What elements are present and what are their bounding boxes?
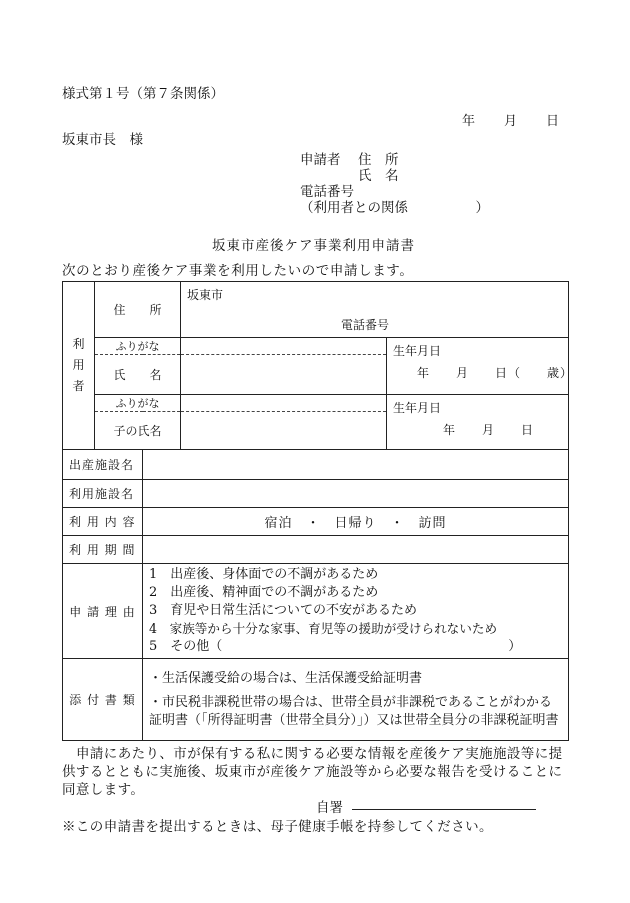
address-label: 住 所 [95,282,181,338]
furigana-field[interactable] [181,338,387,355]
applicant-phone-label: 電話番号 [300,184,354,200]
intro-text: 次のとおり産後ケア事業を利用したいので申請します。 [62,263,414,279]
applicant-role-label: 申請者 [300,152,341,168]
attachment-item-2: ・市民税非課税世帯の場合は、世帯全員が非課税であることがわかる証明書（「所得証明書（世帯全員分）」）又は世帯全員分の非課税証明書 [149,694,559,728]
child-furigana-label: ふりがな [95,395,181,412]
attachment-label: 添 付 書 類 [63,659,143,741]
use-period-label: 利 用 期 間 [63,536,143,564]
address-city-prefill: 坂東市 [187,288,224,302]
child-date-line: 年 月 日 [443,423,535,437]
applicant-address-label: 住 所 [358,152,399,168]
reason-item-3[interactable]: 3 育児や日常生活についての不安があるため [149,603,418,618]
application-table [62,281,574,741]
signature-label: 自署 [316,800,343,816]
user-section-label: 利 用 者 [63,282,95,450]
user-age-line: 年 月 日（ 歳） [417,366,574,380]
child-name-label: 子の氏名 [95,412,181,450]
child-birthdate-label: 生年月日 [393,401,442,415]
user-birthdate-cell[interactable] [387,338,574,395]
furigana-label: ふりがな [95,338,181,355]
signature-line[interactable] [352,809,536,810]
use-period-field[interactable] [143,536,569,564]
name-label: 氏 名 [95,355,181,395]
attachment-list [143,659,569,741]
reason-label: 申 請 理 由 [63,564,143,659]
use-facility-field[interactable] [143,480,569,508]
use-content-label: 利 用 内 容 [63,508,143,536]
attachment-item-1: ・生活保護受給の場合は、生活保護受給証明書 [149,670,423,686]
form-number: 様式第１号（第７条関係） [62,86,224,102]
note-text: ※この申請書を提出するときは、母子健康手帳を持参してください。 [62,819,493,835]
reason-item-4[interactable]: 4 家族等から十分な家事、育児等の援助が受けられないため [149,621,498,636]
date-line: 年 月 日 [462,114,561,129]
document-title: 坂東市産後ケア事業利用申請書 [212,238,415,254]
address-field[interactable] [181,282,569,338]
reason-item-5[interactable]: 5 その他（ ） [149,639,522,654]
child-furigana-field[interactable] [181,395,387,412]
consent-text: 申請にあたり、市が保有する私に関する必要な情報を産後ケア実施施設等に提供するとともに実施後、坂東市が産後ケア施設等から必要な報告を受けることに同意します。 [62,746,563,798]
birth-facility-field[interactable] [143,450,569,480]
applicant-name-label: 氏 名 [358,168,399,184]
address-phone-label: 電話番号 [341,318,390,332]
child-name-field[interactable] [181,412,387,450]
user-birthdate-label: 生年月日 [393,344,442,358]
applicant-relation-label: （利用者との関係 ） [300,200,489,216]
name-field[interactable] [181,355,387,395]
reason-item-2[interactable]: 2 出産後、精神面での不調があるため [149,585,379,600]
reason-item-1[interactable]: 1 出産後、身体面での不調があるため [149,567,379,582]
addressee: 坂東市長 様 [62,132,143,148]
reason-list [143,564,569,659]
birth-facility-label: 出産施設名 [63,450,143,480]
use-content-options[interactable]: 宿泊 ・ 日帰り ・ 訪問 [143,508,569,536]
use-facility-label: 利用施設名 [63,480,143,508]
child-birthdate-cell[interactable] [387,395,569,450]
